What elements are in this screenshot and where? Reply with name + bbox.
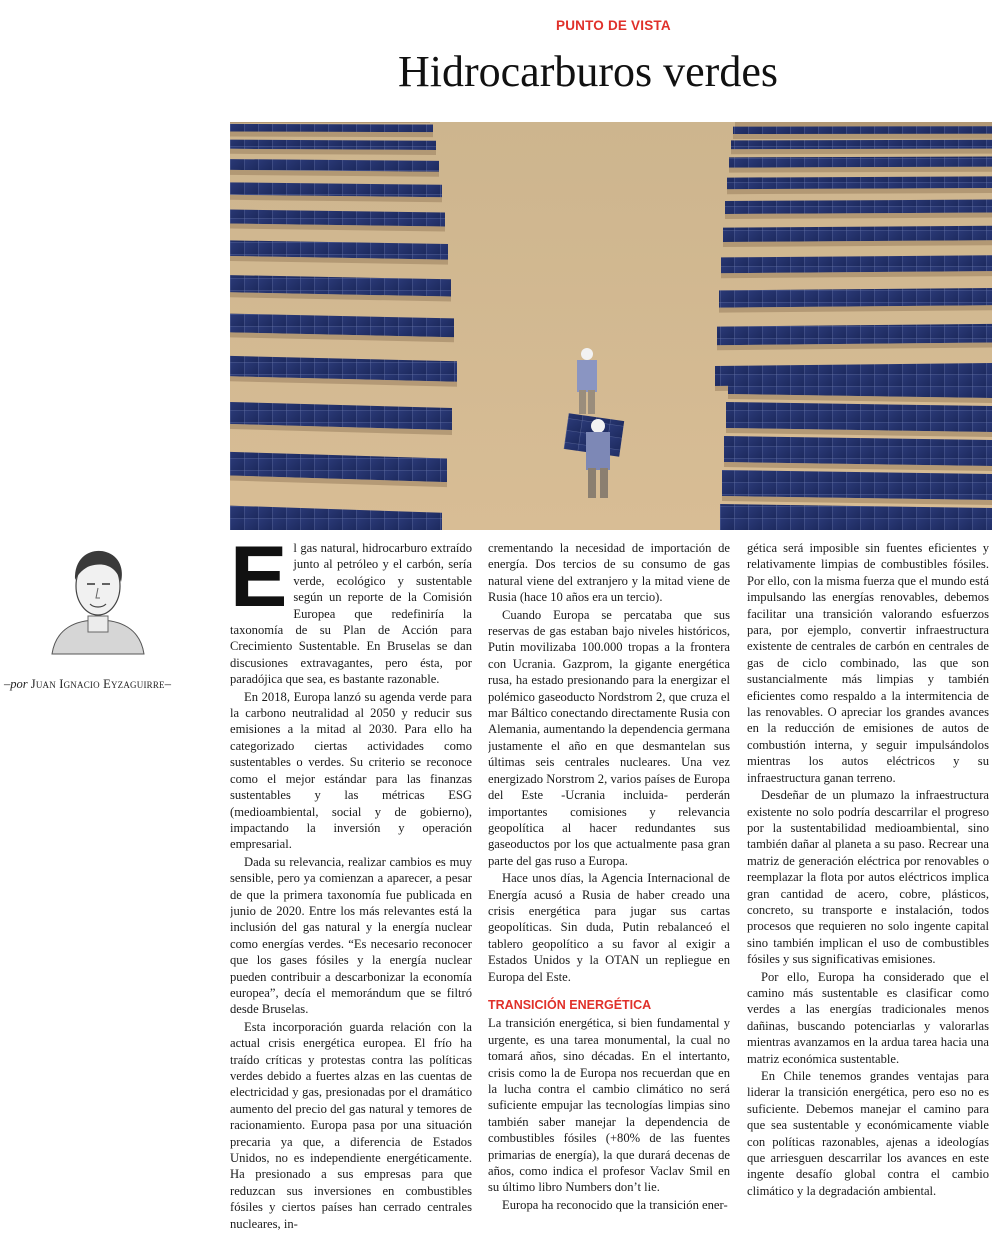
solar-panel-row (727, 176, 992, 189)
panel-shadow (230, 132, 433, 138)
article-paragraph: Dada su relevancia, realizar cambios es muy sensible, pero ya comienzan a aparecer, a pesar de que la primera taxonomía fue publicada en junio de 2020. Entre los más relevantes está la inclusión del gas natural y la energía nuclear como energías verdes. “Es necesario reconocer que los gases fósiles y la energía nuclear pueden contribuir a descarbonizar la economía europea”, decía el memorándum que se filtró desde Bruselas. (230, 854, 472, 1017)
solar-panel-row (733, 126, 992, 134)
solar-panel-row (728, 368, 992, 398)
section-subheading: TRANSICIÓN ENERGÉTICA (488, 997, 652, 1012)
article-paragraph: Europa ha reconocido que la transición ener- (502, 1197, 728, 1212)
headline: Hidrocarburos verdes (398, 47, 778, 96)
article-paragraph: La transición energética, si bien fundamental y urgente, es una tarea monumental, la cual no tomará años, sino décadas. En el intertanto, crisis como la de Europa nos recuerdan que en la lucha contra el cambio climático no será suficiente empujar las tecnologías limpias sino también saber manejar la dependencia de combustibles fósiles (+80% de las fuentes primarias de energía), la que durará decenas de años, como indica el profesor Vaclav Smil en su último libro Numbers don’t lie. (488, 1016, 730, 1195)
solar-panel-row (717, 324, 992, 345)
panel-shadow (735, 122, 992, 127)
article-column-3 (747, 540, 989, 1230)
solar-panel-row (724, 436, 992, 466)
article-paragraph: En Chile tenemos grandes ventajas para liderar la transición energética, pero eso no es suficiente. Debemos manejar el camino para que sea sustentable y económicamente viable con políticas razonables, ajenas a ideologías que arriesguen descarrilar los avances en este ingente desafío global contra el cambio climático y la degradación ambiental. (747, 1069, 989, 1198)
article-paragraph: crementando la necesidad de importación de energía. Dos tercios de su consumo de gas natural viene del extranjero y la mitad viene de Rusia (hace 10 años era un tercio). (488, 541, 730, 605)
article-paragraph: Cuando Europa se percataba que sus reservas de gas estaban bajo niveles históricos, Putin movilizaba 100.000 tropas a la frontera con Ucrania. Gazprom, la gigante energética rusa, ha estado presionando para la energizar el polémico gaseoducto Nordstrom 2, que cruza el mar Báltico conectando directamente Rusia con Alemania, aumentando la dependencia germana justamente el año en que desmantelan sus últimas seis centrales nucleares. Una vez energizado Norstrom 2, varios países de Europa del Este -Ucrania incluida- perderán importantes comisiones y relevancia geopolítica al hacer redundantes sus gaseoductos por los que actualmente pasa gran parte del gas ruso a Europa. (488, 607, 730, 868)
author-name: Juan Ignacio Eyzaguirre (30, 677, 165, 691)
panel-shadow (230, 122, 430, 123)
article-paragraph: Hace unos días, la Agencia Internacional de Energía acusó a Rusia de haber creado una crisis energética para jugar sus cartas geopolíticas. Sin duda, Putin rebalanceó el tablero geopolítico a su favor al exigir a Estados Unidos y la OTAN un repliegue en Europa del Este. (488, 871, 730, 984)
panel-shadow (733, 134, 992, 139)
article-paragraph: En 2018, Europa lanzó su agenda verde para la carbono neutralidad al 2050 y reducir sus emisiones a la mitad al 2030. Para ello ha categorizado ciertas actividades como sustentables o verdes. Su criterio se reconoce como el mejor estándar para las finanzas sustentables y las métricas ESG (medioambiental, social y de gobierno), impactando la inversión y operación empresarial. (230, 689, 472, 852)
solar-panel-row (726, 402, 992, 432)
article-paragraph: Esta incorporación guarda relación con la actual crisis energética europea. El frío ha traído críticas y protestas contra las políticas verdes debido a fuertes alzas en las cuentas de electricidad y gas, presionadas por el dramático aumento del precio del gas natural y temores de racionamiento. Europa pasa por una situación precaria ya que, a diferencia de Estados Unidos, no es independiente energéticamente. Ha presionado a sus empresas para que reduzcan sus inversiones en combustibles fósiles y ciertos países han cerrado centrales nucleares, in- (230, 1019, 472, 1230)
solar-panel-row (230, 124, 433, 132)
article-paragraph: gética será imposible sin fuentes eficientes y relativamente limpias de combustibles fósiles. Por ello, con la misma fuerza que el mundo está impulsando las energías renovables, debemos facilitar una transición valorando esfuerzos para, por ejemplo, convertir infraestructura existente de centrales de carbón en centrales de gas de ciclo combinado, las que son sustancialmente más limpias y también eficientes como respaldo a la intermitencia de las renovables. O apreciar los grandes avances en la reducción de emisiones de autos de combustión interna, y seguir impulsándolos mientras los autos eléctricos y su infraestructura ganan terreno. (747, 541, 989, 785)
solar-panel-row (731, 140, 992, 149)
author-byline (4, 677, 214, 692)
section-kicker: PUNTO DE VISTA (556, 18, 671, 33)
panel-shadow (731, 149, 992, 155)
solar-panel-row (230, 140, 436, 150)
solar-panel-row (729, 157, 992, 168)
solar-panel-row (230, 182, 442, 197)
article-column-2 (488, 540, 730, 1230)
article-paragraph: Por ello, Europa ha considerado que el camino más sustentable es clasificar como verdes a las energías tradicionales menos dañinas, buscando potenciarlas y valorarlas mientras avanzamos en la ardua tarea hacia una matriz económica sustentable. (747, 969, 989, 1066)
solar-farm-photo (230, 122, 992, 530)
solar-panel-row (230, 210, 445, 227)
article-paragraph: El gas natural, hidrocarburo extraído junto al petróleo y el carbón, sería verde, ecológico y sustentable según un reporte de la Comisión Europea que redefiniría la taxonomía de su Plan de Acción para Crecimiento Sustentable. En Bruselas se dan discusiones extravagantes, pero ésta, por paradójica que sea, es bastante razonable. (230, 540, 472, 687)
solar-panel-row (723, 226, 992, 242)
solar-panel-row (719, 288, 992, 308)
article-column-1 (230, 540, 472, 1230)
solar-panel-row (725, 200, 992, 215)
byline-prefix: –por (4, 677, 31, 691)
article-paragraph: Desdeñar de un plumazo la infraestructura existente no solo podría descarrilar el progreso por la sustentabilidad medioambiental, sino también dañar al planeta a su paso. Recrear una matriz de generación eléctrica por renovables o reemplazar la flota por autos eléctricos implica gran cantidad de acero, cobre, plásticos, concreto, su transporte e instalación, todos procesos que requieren no solo ingente capital sino también implican el uso de combustibles fósiles y sus significativas emisiones. (747, 788, 989, 967)
byline-suffix: – (164, 677, 172, 691)
solar-panel-row (720, 504, 992, 530)
solar-panel-row (722, 470, 992, 500)
solar-panel-row (721, 255, 992, 273)
author-portrait (42, 536, 154, 656)
drop-cap: E (230, 540, 288, 625)
solar-panel-row (230, 159, 439, 172)
panel-shadow (729, 167, 992, 173)
